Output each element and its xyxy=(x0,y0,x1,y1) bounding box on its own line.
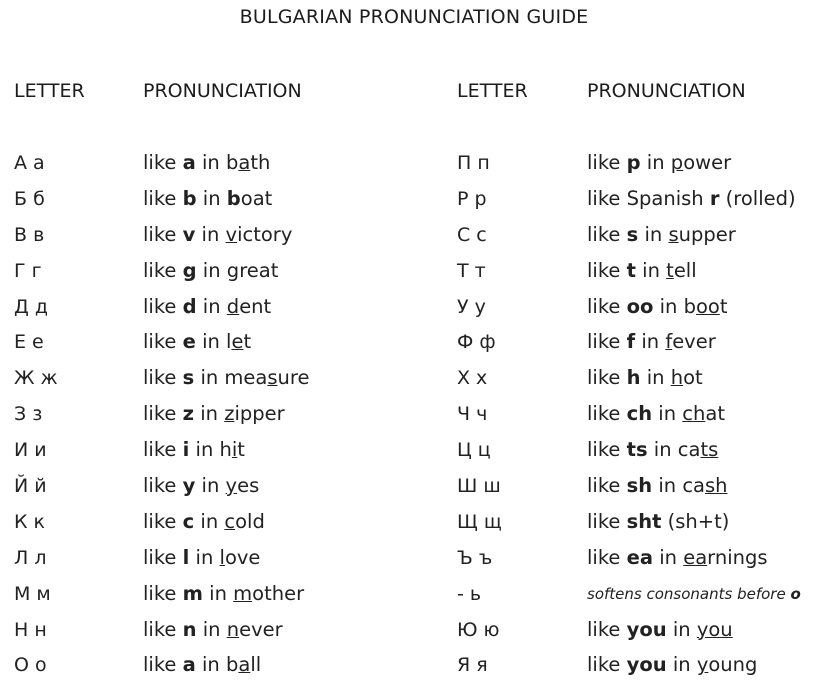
letter-header-left: LETTER xyxy=(14,80,85,102)
pronunciation-text: in xyxy=(635,330,666,354)
letter-sound: v xyxy=(182,222,196,246)
pronunciation-text: like xyxy=(143,330,183,354)
letter-cell: И и xyxy=(14,439,47,462)
pronunciation-text: like xyxy=(143,258,183,282)
letter-cell: Ш ш xyxy=(457,475,501,498)
pronunciation-text: ipper xyxy=(234,402,285,426)
pronunciation-text: ell xyxy=(673,258,697,282)
pronunciation-cell xyxy=(587,147,801,183)
example-sound: h xyxy=(670,366,684,390)
letter-cell: Ж ж xyxy=(14,367,58,390)
pronunciation-text: like xyxy=(143,581,183,605)
pronunciation-cell xyxy=(587,219,801,255)
pronunciation-text: upper xyxy=(678,222,736,246)
letter-cell: Ю ю xyxy=(457,618,500,641)
example-sound: s xyxy=(668,222,679,246)
pronunciation-text: ever xyxy=(672,330,716,354)
letter-sound: z xyxy=(182,402,194,426)
letter-cell: В в xyxy=(14,223,45,246)
pronunciation-text: in b xyxy=(653,294,696,318)
pronunciation-cell xyxy=(587,255,801,291)
pronunciation-text: like xyxy=(587,294,627,318)
letter-cell: Ц ц xyxy=(457,439,491,462)
pronunciation-text: like xyxy=(143,617,183,641)
letter-cell: Б б xyxy=(14,187,45,210)
pronunciation-text: in h xyxy=(189,438,232,462)
pronunciation-text: like xyxy=(143,653,183,677)
pronunciation-text: (rolled) xyxy=(719,186,796,210)
pronunciation-text: oat xyxy=(240,186,273,210)
pronunciation-text: in xyxy=(196,186,227,210)
pronunciation-text: like xyxy=(587,402,627,426)
pronunciation-text: in xyxy=(666,617,697,641)
pronunciation-text: like xyxy=(587,617,627,641)
letter-sound: i xyxy=(182,438,190,462)
pronunciation-cell xyxy=(587,434,801,470)
pronunciation-text: in xyxy=(196,258,227,282)
letter-sound: sht xyxy=(626,509,662,533)
pronunciation-text: (sh+t) xyxy=(661,509,730,533)
pronunciation-text: softens consonants before xyxy=(587,584,791,603)
pronunciation-header-left: PRONUNCIATION xyxy=(143,80,302,102)
pronunciation-text: ll xyxy=(250,653,262,677)
example-sound: g xyxy=(226,258,240,282)
example-sound: a xyxy=(238,151,251,174)
letter-cell: О о xyxy=(14,654,47,677)
letter-sound: l xyxy=(182,545,190,569)
pronunciation-text: in ca xyxy=(652,474,705,498)
letter-sound: ea xyxy=(626,545,654,569)
pronunciation-column-right xyxy=(587,147,801,685)
pronunciation-text: in xyxy=(195,474,226,498)
letters-column-left xyxy=(14,147,58,685)
letter-sound: ch xyxy=(626,402,653,426)
letter-sound: d xyxy=(182,294,197,318)
pronunciation-text: like xyxy=(143,509,183,533)
letter-sound: b xyxy=(226,186,241,210)
letter-cell: А а xyxy=(14,152,45,174)
example-sound: ch xyxy=(682,402,706,426)
pronunciation-cell xyxy=(587,506,801,542)
pronunciation-text: t xyxy=(237,438,245,462)
pronunciation-text: in xyxy=(195,222,226,246)
pronunciation-text: in xyxy=(640,366,671,390)
letter-sound: t xyxy=(626,258,636,282)
example-sound: e xyxy=(231,330,244,354)
pronunciation-text: like xyxy=(587,366,627,390)
pronunciation-text: in l xyxy=(195,330,232,354)
pronunciation-text: like xyxy=(587,330,627,354)
pronunciation-text: like xyxy=(587,509,627,533)
pronunciation-cell xyxy=(143,255,310,291)
pronunciation-text: like Spanish xyxy=(587,186,710,210)
pronunciation-text: like xyxy=(143,222,183,246)
letter-sound: e xyxy=(182,330,196,354)
letter-sound: c xyxy=(182,509,195,533)
pronunciation-text: ent xyxy=(239,294,272,318)
letter-sound: h xyxy=(626,366,641,390)
pronunciation-cell xyxy=(143,434,310,470)
pronunciation-cell xyxy=(587,470,801,506)
pronunciation-cell xyxy=(587,183,801,219)
example-sound: l xyxy=(219,545,225,569)
pronunciation-cell xyxy=(143,291,310,327)
letter-cell: Л л xyxy=(14,546,47,569)
pronunciation-cell xyxy=(143,542,310,578)
letter-sound: r xyxy=(709,186,720,210)
pronunciation-text: in xyxy=(196,294,227,318)
pronunciation-text: ower xyxy=(683,151,732,174)
example-sound: i xyxy=(231,438,238,462)
pronunciation-text: in b xyxy=(195,151,239,174)
pronunciation-text: like xyxy=(143,545,183,569)
pronunciation-text: t xyxy=(243,330,252,354)
pronunciation-text: in xyxy=(652,402,683,426)
letter-cell: М м xyxy=(14,582,51,605)
letter-cell: Г г xyxy=(14,259,42,282)
page-title: BULGARIAN PRONUNCIATION GUIDE xyxy=(239,6,589,28)
pronunciation-cell xyxy=(587,578,801,614)
pronunciation-text: in xyxy=(653,545,684,569)
pronunciation-text: ove xyxy=(224,545,261,569)
pronunciation-text: like xyxy=(587,653,627,677)
pronunciation-text: like xyxy=(587,474,627,498)
pronunciation-text: ictory xyxy=(237,222,293,246)
pronunciation-cell xyxy=(143,649,310,685)
pronunciation-cell xyxy=(143,147,310,183)
letter-sound: a xyxy=(182,653,196,677)
example-sound: p xyxy=(670,151,684,174)
pronunciation-text: in xyxy=(638,222,669,246)
letter-cell: Х х xyxy=(457,367,488,390)
pronunciation-text: like xyxy=(587,438,627,462)
example-sound: oo xyxy=(696,294,720,318)
pronunciation-text: in xyxy=(189,545,220,569)
pronunciation-cell xyxy=(143,470,310,506)
letter-cell: К к xyxy=(14,510,46,533)
pronunciation-cell xyxy=(143,326,310,362)
letter-sound: b xyxy=(182,186,197,210)
pronunciation-text: like xyxy=(587,258,627,282)
letter-sound: m xyxy=(182,581,203,605)
pronunciation-cell xyxy=(143,362,310,398)
pronunciation-text: in mea xyxy=(194,366,268,390)
letters-column-right xyxy=(457,147,502,685)
pronunciation-text: in b xyxy=(195,653,239,677)
pronunciation-text: at xyxy=(705,402,725,426)
letter-cell: Н н xyxy=(14,618,47,641)
pronunciation-cell xyxy=(587,614,801,650)
letter-sound: s xyxy=(626,222,639,246)
pronunciation-text: other xyxy=(252,581,305,605)
pronunciation-cell xyxy=(587,542,801,578)
letter-cell: Е е xyxy=(14,331,44,354)
letter-cell: Й й xyxy=(14,475,47,498)
letter-sound: f xyxy=(626,330,636,354)
example-sound: you xyxy=(696,617,733,641)
letter-sound: you xyxy=(626,617,667,641)
pronunciation-cell xyxy=(143,183,310,219)
pronunciation-cell xyxy=(143,578,310,614)
pronunciation-text: ure xyxy=(277,366,310,390)
letter-cell: Ф ф xyxy=(457,331,496,354)
letter-cell: З з xyxy=(14,403,43,426)
letter-cell: Щ щ xyxy=(457,510,502,533)
example-sound: f xyxy=(665,330,673,354)
letter-sound: s xyxy=(182,366,195,390)
pronunciation-cell xyxy=(587,362,801,398)
pronunciation-cell xyxy=(143,398,310,434)
letter-cell: Ъ ъ xyxy=(457,546,493,569)
pronunciation-text: like xyxy=(143,366,183,390)
example-sound: ts xyxy=(700,438,719,462)
pronunciation-text: ot xyxy=(683,366,703,390)
pronunciation-cell xyxy=(143,506,310,542)
pronunciation-column-left xyxy=(143,147,310,685)
pronunciation-text: like xyxy=(143,294,183,318)
pronunciation-text: old xyxy=(235,509,265,533)
pronunciation-text: es xyxy=(237,474,260,498)
pronunciation-text: t xyxy=(719,294,728,318)
example-sound: c xyxy=(224,509,236,533)
pronunciation-cell xyxy=(587,649,801,685)
letter-sound: p xyxy=(626,151,641,174)
letter-sound: y xyxy=(182,474,196,498)
letter-cell: Д д xyxy=(14,295,49,318)
pronunciation-text: like xyxy=(587,151,627,174)
pronunciation-text: like xyxy=(143,186,183,210)
pronunciation-text: in xyxy=(666,653,697,677)
letter-sound: a xyxy=(182,151,196,174)
example-sound: m xyxy=(233,581,253,605)
pronunciation-text: like xyxy=(143,151,183,174)
letter-sound: sh xyxy=(626,474,653,498)
letter-sound: g xyxy=(182,258,197,282)
letter-cell: Я я xyxy=(457,654,488,677)
pronunciation-text: rnings xyxy=(707,545,768,569)
pronunciation-text: oung xyxy=(708,653,758,677)
letter-cell: Т т xyxy=(457,259,486,282)
pronunciation-text: in xyxy=(635,258,667,282)
pronunciation-cell xyxy=(587,398,801,434)
pronunciation-cell xyxy=(143,219,310,255)
example-sound: a xyxy=(238,653,251,677)
pronunciation-text: like xyxy=(143,402,183,426)
example-sound: d xyxy=(226,294,240,318)
pronunciation-text: th xyxy=(250,151,271,174)
letter-cell: - ь xyxy=(457,582,482,605)
letter-sound: ts xyxy=(626,438,648,462)
pronunciation-text: like xyxy=(143,438,183,462)
example-sound: z xyxy=(224,402,235,426)
letter-header-right: LETTER xyxy=(457,80,528,102)
pronunciation-cell xyxy=(587,291,801,327)
pronunciation-text: reat xyxy=(239,258,279,282)
letter-cell: Ч ч xyxy=(457,403,488,426)
pronunciation-text: ever xyxy=(239,617,283,641)
pronunciation-cell xyxy=(143,614,310,650)
pronunciation-text: in xyxy=(196,617,227,641)
example-sound: n xyxy=(226,617,240,641)
example-sound: ea xyxy=(683,545,708,569)
letter-cell: П п xyxy=(457,152,490,174)
example-sound: sh xyxy=(705,474,728,498)
example-sound: v xyxy=(225,222,238,246)
letter-sound: oo xyxy=(626,294,654,318)
pronunciation-header-right: PRONUNCIATION xyxy=(587,80,746,102)
letter-cell: С с xyxy=(457,223,487,246)
letter-cell: Р р xyxy=(457,187,487,210)
pronunciation-text: like xyxy=(143,474,183,498)
letter-sound: you xyxy=(626,653,667,677)
example-sound: s xyxy=(267,366,278,390)
pronunciation-text: like xyxy=(587,222,627,246)
pronunciation-text: in xyxy=(194,402,225,426)
letter-cell: У у xyxy=(457,295,486,318)
pronunciation-text: in ca xyxy=(647,438,701,462)
pronunciation-text: in xyxy=(202,581,234,605)
pronunciation-text: in xyxy=(194,509,225,533)
example-sound: t xyxy=(666,258,674,282)
pronunciation-text: in xyxy=(640,151,671,174)
letter-sound: o xyxy=(790,584,801,603)
pronunciation-text: like xyxy=(587,545,627,569)
example-sound: y xyxy=(696,653,709,677)
letter-sound: n xyxy=(182,617,197,641)
example-sound: y xyxy=(225,474,238,498)
pronunciation-cell xyxy=(587,326,801,362)
